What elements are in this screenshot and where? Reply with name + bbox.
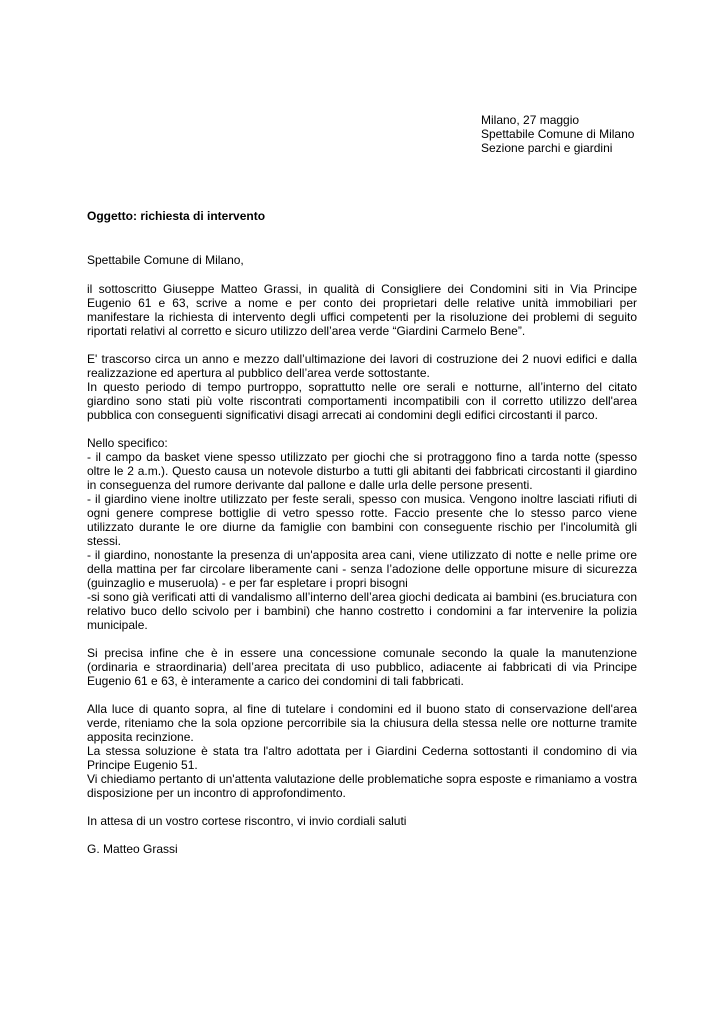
subject-line: Oggetto: richiesta di intervento (87, 209, 266, 223)
list-item: - il giardino viene inoltre utilizzato per feste serali, spesso con musica. Vengono inoltre lasciati rifiuti di ogni genere comprese bottiglie di vetro spesso rotte. Faccio presente che lo stesso parco viene utilizzato durante le ore diurne da famiglie con bambini con conseguente rischio per l'incolumità gli stessi. (87, 492, 637, 548)
paragraph-request: Vi chiediamo pertanto di un'attenta valutazione delle problematiche sopra esposte e rimaniamo a vostra disposizione per un incontro di approfondimento. (87, 772, 637, 800)
signature: G. Matteo Grassi (87, 842, 178, 856)
recipient-line: Sezione parchi e giardini (481, 141, 613, 155)
salutation: Spettabile Comune di Milano, (87, 253, 244, 267)
letter-body (87, 209, 637, 856)
paragraph-request: Alla luce di quanto sopra, al fine di tutelare i condomini ed il buono stato di conservazione dell'area verde, riteniamo che la sola opzione percorribile sia la chiusura della stessa nelle ore notturne tramite apposita recinzione. (87, 702, 637, 744)
list-intro: Nello specifico: (87, 436, 168, 450)
date-line: Milano, 27 maggio (481, 113, 580, 127)
recipient-block (481, 113, 701, 155)
paragraph-introduction: il sottoscritto Giuseppe Matteo Grassi, in qualità di Consigliere dei Condomini siti in Via Principe Eugenio 61 e 63, scrive a nome e per conto dei proprietari delle relative unità immobiliari per manifestare la richiesta di intervento degli uffici competenti per la risoluzione dei problemi di seguito riportati relativi al corretto e sicuro utilizzo dell’area verde “Giardini Carmelo Bene”. (87, 282, 637, 338)
paragraph-request: La stessa soluzione è stata tra l'altro adottata per i Giardini Cederna sottostanti il condomino di via Principe Eugenio 51. (87, 744, 637, 772)
list-item: - il giardino, nonostante la presenza di un'apposita area cani, viene utilizzato di notte e nelle prime ore della mattina per far circolare liberamente cani - senza l’adozione delle opportune misure di sicurezza (guinzaglio e museruola) - e per far espletare i propri bisogni (87, 548, 637, 590)
paragraph-background: In questo periodo di tempo purtroppo, soprattutto nelle ore serali e notturne, all’interno del citato giardino sono stati più volte riscontrati comportamenti incompatibili con il corretto utilizzo dell'area pubblica con conseguenti significativi disagi arrecati ai condomini degli edifici circostanti il parco. (87, 380, 637, 422)
paragraph-concession: Si precisa infine che è in essere una concessione comunale secondo la quale la manutenzione (ordinaria e straordinaria) dell’area precitata di uso pubblico, adiacente ai fabbricati di via Principe Eugenio 61 e 63, è interamente a carico dei condomini di tali fabbricati. (87, 646, 637, 688)
list-item: -si sono già verificati atti di vandalismo all’interno dell’area giochi dedicata ai bambini (es.bruciatura con relativo buco dello scivolo per i bambini) che hanno costretto i condomini a far intervenire la polizia municipale. (87, 590, 637, 632)
closing-line: In attesa di un vostro cortese riscontro, vi invio cordiali saluti (87, 814, 407, 828)
list-item: - il campo da basket viene spesso utilizzato per giochi che si protraggono fino a tarda notte (spesso oltre le 2 a.m.). Questo causa un notevole disturbo a tutti gli abitanti dei fabbricati circostanti il giardino in conseguenza del rumore derivante dal pallone e dalle urla delle persone presenti. (87, 450, 637, 492)
paragraph-background: E' trascorso circa un anno e mezzo dall’ultimazione dei lavori di costruzione dei 2 nuovi edifici e dalla realizzazione ed apertura al pubblico dell’area verde sottostante. (87, 352, 637, 380)
recipient-line: Spettabile Comune di Milano (481, 127, 635, 141)
